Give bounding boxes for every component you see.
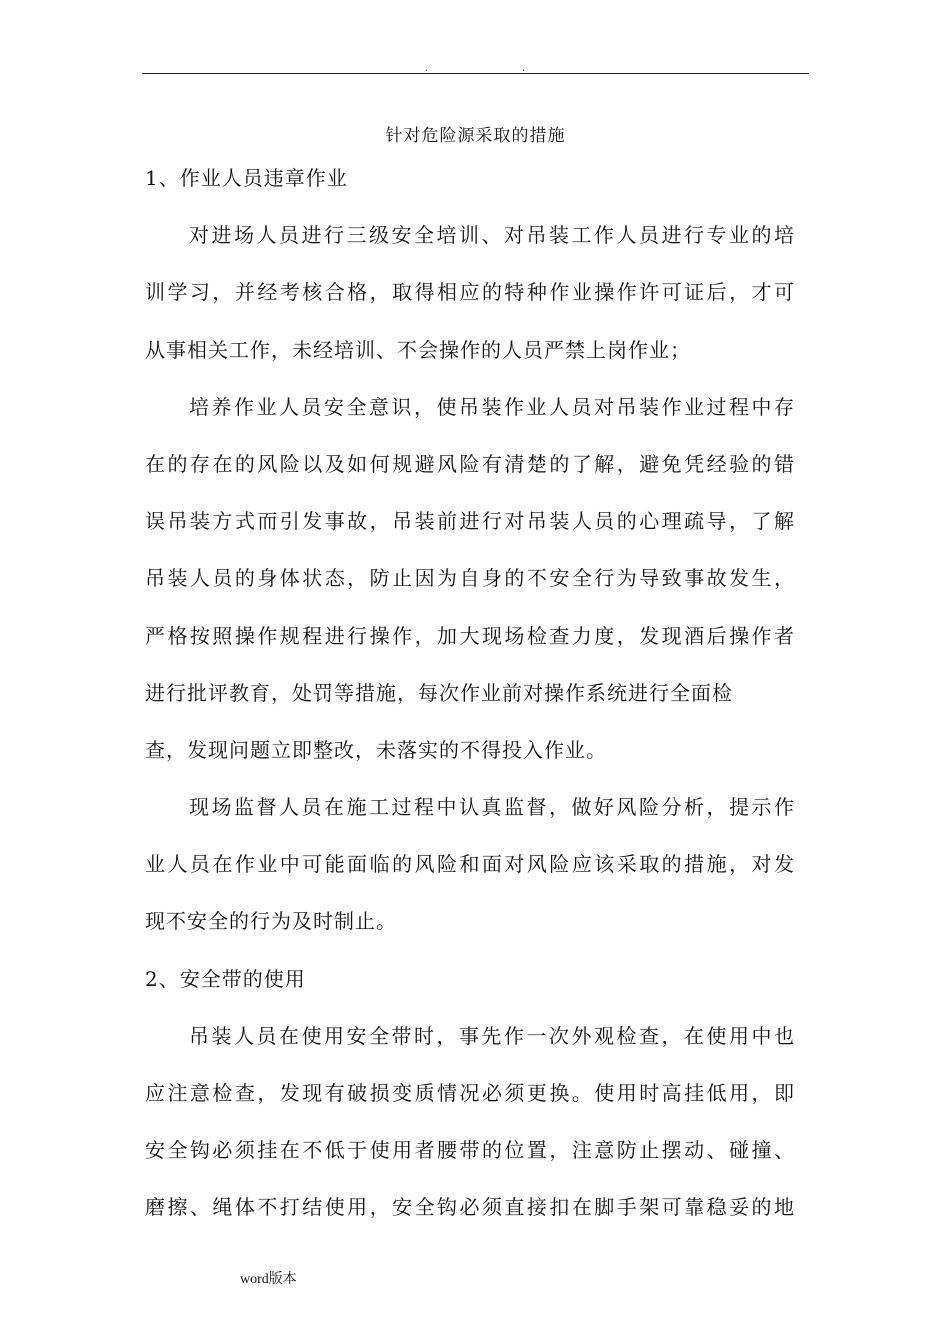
page-footer: word版本	[240, 1272, 297, 1287]
paragraph-line: 磨擦、绳体不打结使用，安全钩必须直接扣在脚手架可靠稳妥的地	[145, 1195, 795, 1220]
paragraph-line: 进行批评教育，处罚等措施，每次作业前对操作系统进行全面检	[145, 680, 733, 705]
document-title: 针对危险源采取的措施	[385, 126, 566, 146]
paragraph-line: 在的存在的风险以及如何规避风险有清楚的了解，避免凭经验的错	[145, 451, 795, 476]
header-rule	[142, 73, 809, 74]
paragraph-line: 应注意检查，发现有破损变质情况必须更换。使用时高挂低用，即	[145, 1081, 795, 1105]
header-dot-right: .	[522, 63, 526, 74]
document-body	[145, 150, 795, 1237]
paragraph-line: 现不安全的行为及时制止。	[145, 909, 397, 934]
section-heading: 1、作业人员违章作业	[145, 166, 348, 190]
paragraph-line: 吊装人员在使用安全带时，事先作一次外观检查，在使用中也	[189, 1023, 795, 1048]
paragraph-line: 吊装人员的身体状态，防止因为自身的不安全行为导致事故发生，	[145, 566, 795, 591]
paragraph-line: 严格按照操作规程进行操作，加大现场检查力度，发现酒后操作者	[145, 623, 795, 648]
paragraph-line: 安全钩必须挂在不低于使用者腰带的位置，注意防止摆动、碰撞、	[145, 1138, 795, 1163]
paragraph-line: 查，发现问题立即整改，未落实的不得投入作业。	[145, 737, 607, 762]
paragraph-line: 误吊装方式而引发事故，吊装前进行对吊装人员的心理疏导，了解	[145, 509, 795, 534]
section-heading: 2、安全带的使用	[145, 966, 306, 991]
paragraph-line: 从事相关工作，未经培训、不会操作的人员严禁上岗作业；	[145, 337, 691, 362]
paragraph-line: 对进场人员进行三级安全培训、对吊装工作人员进行专业的培	[189, 223, 795, 248]
paragraph-line: 训学习，并经考核合格，取得相应的特种作业操作许可证后，才可	[145, 280, 795, 305]
header-dot-left: .	[425, 63, 429, 74]
paragraph-line: 培养作业人员安全意识，使吊装作业人员对吊装作业过程中存	[189, 394, 795, 419]
paragraph-line: 业人员在作业中可能面临的风险和面对风险应该采取的措施，对发	[145, 852, 795, 877]
paragraph-line: 现场监督人员在施工过程中认真监督，做好风险分析，提示作	[189, 795, 795, 820]
